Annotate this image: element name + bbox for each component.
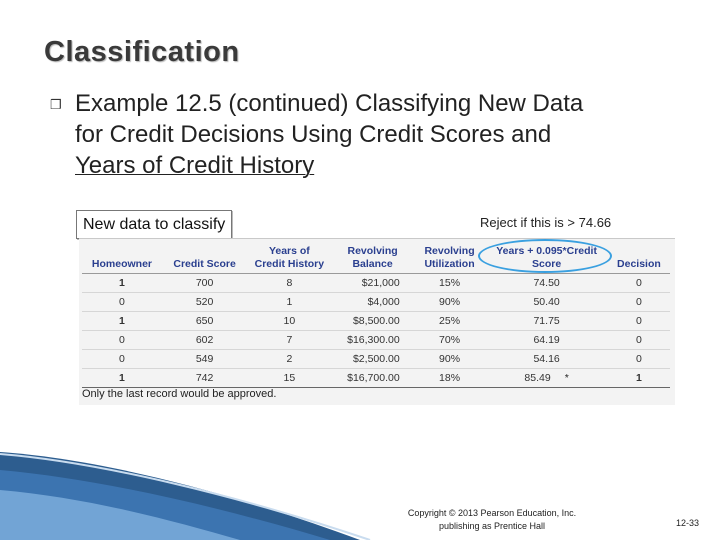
cell-homeowner: 1 [82,369,162,388]
new-data-label-box: New data to classify [76,210,232,239]
cell-balance: $21,000 [331,274,413,293]
heading-line-3: Years of Credit History [75,152,315,179]
table-panel [79,238,675,405]
table-row [82,274,670,293]
cell-years: 8 [247,274,331,293]
cell-years: 10 [247,312,331,331]
table-footnote: Only the last record would be approved. [82,388,277,400]
cell-homeowner: 1 [82,274,162,293]
page-number: 12-33 [676,518,700,528]
cell-decision: 1 [608,369,670,388]
table-row [82,369,670,388]
slide-title: Classification [44,36,240,68]
credit-data-table [82,242,670,388]
cell-balance: $2,500.00 [331,350,413,369]
cell-utilization: 90% [414,293,486,312]
cell-utilization: 15% [414,274,486,293]
cell-balance: $16,700.00 [331,369,413,388]
slide-heading [75,88,675,181]
table-row [82,350,670,369]
cell-decision: 0 [608,293,670,312]
cell-years: 2 [247,350,331,369]
header-homeowner: Homeowner [82,242,162,274]
cell-score: 64.19 [485,331,607,350]
heading-line-2: for Credit Decisions Using Credit Scores and [75,121,552,148]
cell-decision: 0 [608,312,670,331]
cell-credit-score: 520 [162,293,247,312]
cell-credit-score: 650 [162,312,247,331]
copyright-line-2: publishing as Prentice Hall [438,521,546,531]
approved-marker: * [564,372,569,384]
cell-credit-score: 549 [162,350,247,369]
cell-utilization: 25% [414,312,486,331]
cell-score: 71.75 [485,312,607,331]
cell-balance: $4,000 [331,293,413,312]
cell-decision: 0 [608,274,670,293]
decorative-swoosh [0,440,720,540]
cell-score: 85.49 * [485,369,607,388]
cell-utilization: 18% [414,369,486,388]
table-row [82,331,670,350]
table-row [82,293,670,312]
cell-homeowner: 0 [82,331,162,350]
header-revolving-balance: Revolving Balance [331,242,413,274]
reject-threshold-note: Reject if this is > 74.66 [480,215,612,230]
header-score-formula: Years + 0.095*Credit Score [485,242,607,274]
cell-homeowner: 1 [82,312,162,331]
cell-years: 7 [247,331,331,350]
cell-decision: 0 [608,331,670,350]
heading-line-1: Example 12.5 (continued) Classifying New Data [75,90,584,117]
cell-credit-score: 700 [162,274,247,293]
cell-years: 1 [247,293,331,312]
cell-balance: $16,300.00 [331,331,413,350]
cell-utilization: 90% [414,350,486,369]
cell-balance: $8,500.00 [331,312,413,331]
cell-homeowner: 0 [82,350,162,369]
cell-score: 50.40 [485,293,607,312]
cell-utilization: 70% [414,331,486,350]
table-header-row [82,242,670,274]
cell-credit-score: 742 [162,369,247,388]
square-bullet-icon: ❒ [50,97,62,112]
cell-years: 15 [247,369,331,388]
header-years-credit-history: Years of Credit History [247,242,331,274]
cell-score: 74.50 [485,274,607,293]
header-decision: Decision [608,242,670,274]
copyright-line-1: Copyright © 2013 Pearson Education, Inc. [407,508,577,518]
cell-decision: 0 [608,350,670,369]
header-revolving-utilization: Revolving Utilization [414,242,486,274]
cell-credit-score: 602 [162,331,247,350]
table-row [82,312,670,331]
header-credit-score: Credit Score [162,242,247,274]
copyright-notice [392,507,592,533]
cell-homeowner: 0 [82,293,162,312]
cell-score: 54.16 [485,350,607,369]
